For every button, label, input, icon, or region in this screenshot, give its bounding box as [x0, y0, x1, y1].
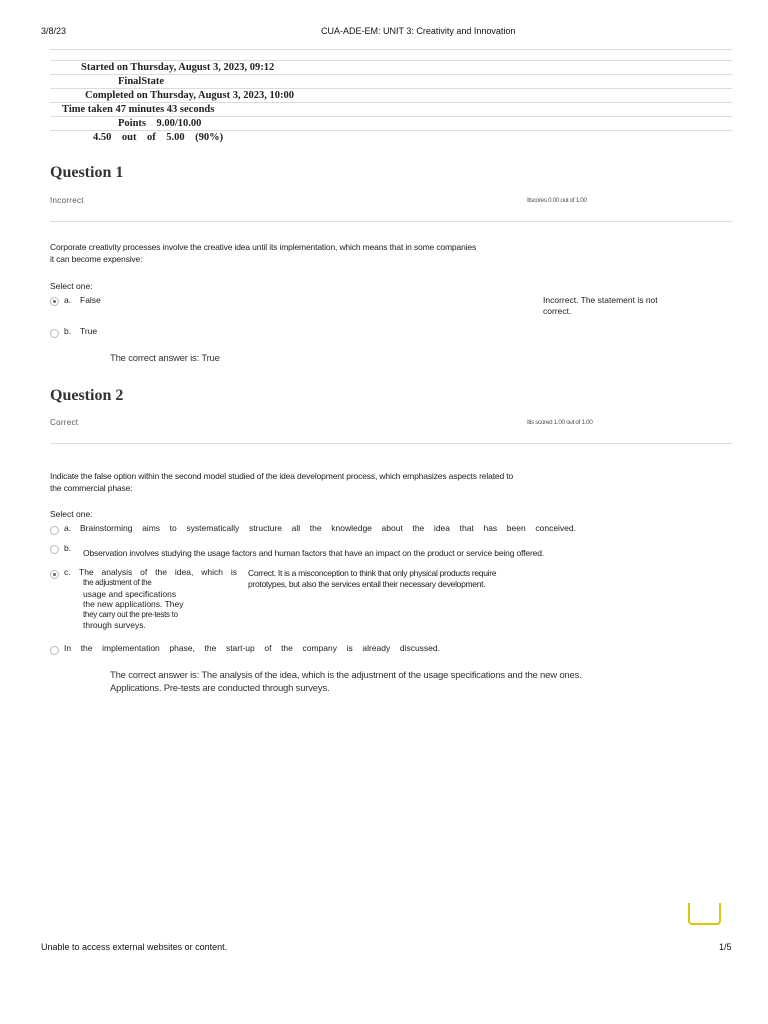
question-2-option-b-label[interactable]: Observation involves studying the usage factors and human factors that have an impact on the product or service being offered.: [83, 548, 545, 558]
print-date: 3/8/23: [41, 26, 67, 36]
question-1-option-a-label[interactable]: False: [80, 295, 101, 305]
question-2-option-c-label-line1[interactable]: The analysis of the idea, which is: [79, 567, 237, 577]
question-1-option-b-label[interactable]: True: [80, 326, 98, 336]
select-one-label: Select one:: [50, 281, 93, 291]
question-1-option-a-letter: a.: [64, 295, 72, 305]
question-1-option-b-letter: b.: [64, 326, 72, 336]
divider: [50, 102, 732, 103]
question-1-title: Question 1: [50, 164, 124, 181]
question-1-feedback: Incorrect. The statement is not correct.: [543, 295, 658, 316]
divider: [50, 443, 732, 444]
divider: [50, 74, 732, 75]
question-1-text: Corporate creativity processes involve the creative idea until its implementation, which means that in some companies it can become expensive:: [50, 242, 477, 264]
question-2-status: Correct: [50, 418, 79, 427]
question-1-status: Incorrect: [50, 196, 84, 205]
divider: [50, 49, 732, 50]
question-2-correct-answer: The correct answer is: The analysis of the idea, which is the adjustment of the usage specifications and the new ones. Applications. Pre-tests are conducted through surveys.: [110, 670, 582, 694]
divider: [50, 130, 732, 131]
question-2-title: Question 2: [50, 387, 124, 404]
highlight-marker: [688, 903, 721, 925]
divider: [50, 60, 732, 61]
summary-time-taken: Time taken 47 minutes 43 seconds: [62, 104, 215, 115]
question-2-option-d-label[interactable]: In the implementation phase, the start-up of the company is already discussed.: [64, 643, 440, 653]
question-2-option-c-radio[interactable]: [50, 570, 59, 579]
question-2-text: Indicate the false option within the second model studied of the idea development process, which emphasizes aspects related to the commercial phase:: [50, 471, 514, 493]
question-2-option-a-label[interactable]: Brainstorming aims to systematically structure all the knowledge about the idea that has been conceived.: [80, 523, 576, 533]
question-1-correct-answer: The correct answer is: True: [110, 353, 220, 364]
summary-state: FinalState: [118, 76, 165, 87]
summary-completed: Completed on Thursday, August 3, 2023, 10:00: [85, 90, 294, 101]
footer-notice: Unable to access external websites or content.: [41, 942, 228, 952]
question-1-option-b-radio[interactable]: [50, 329, 59, 338]
summary-points: Points 9.00/10.00: [118, 118, 202, 129]
question-2-option-c-letter: c.: [64, 567, 71, 577]
page-number: 1/5: [719, 942, 732, 952]
divider: [50, 221, 732, 222]
question-2-option-c-feedback: Correct. It is a misconception to think that only physical products require prototypes, but also the services entail their necessary development.: [248, 568, 497, 589]
question-2-option-a-letter: a.: [64, 523, 72, 533]
question-2-option-b-letter: b.: [64, 543, 72, 553]
divider: [50, 88, 732, 89]
question-2-option-b-radio[interactable]: [50, 545, 59, 554]
question-2-score: Itis scored 1.00 out of 1.00: [527, 419, 593, 426]
question-1-option-a-radio[interactable]: [50, 297, 59, 306]
summary-grade: 4.50 out of 5.00 (90%): [93, 132, 224, 143]
question-2-option-c-label-rest[interactable]: the adjustment of the usage and specifications the new applications. They they carry out the pre-tests to through surveys.: [83, 578, 184, 630]
select-one-label: Select one:: [50, 509, 93, 519]
divider: [50, 116, 732, 117]
question-2-option-a-radio[interactable]: [50, 526, 59, 535]
summary-started: Started on Thursday, August 3, 2023, 09:12: [81, 62, 275, 73]
question-1-score: Itscores 0.00 out of 1.00: [527, 197, 587, 204]
question-2-option-d-radio[interactable]: [50, 646, 59, 655]
print-title: CUA-ADE-EM: UNIT 3: Creativity and Innovation: [321, 26, 516, 36]
